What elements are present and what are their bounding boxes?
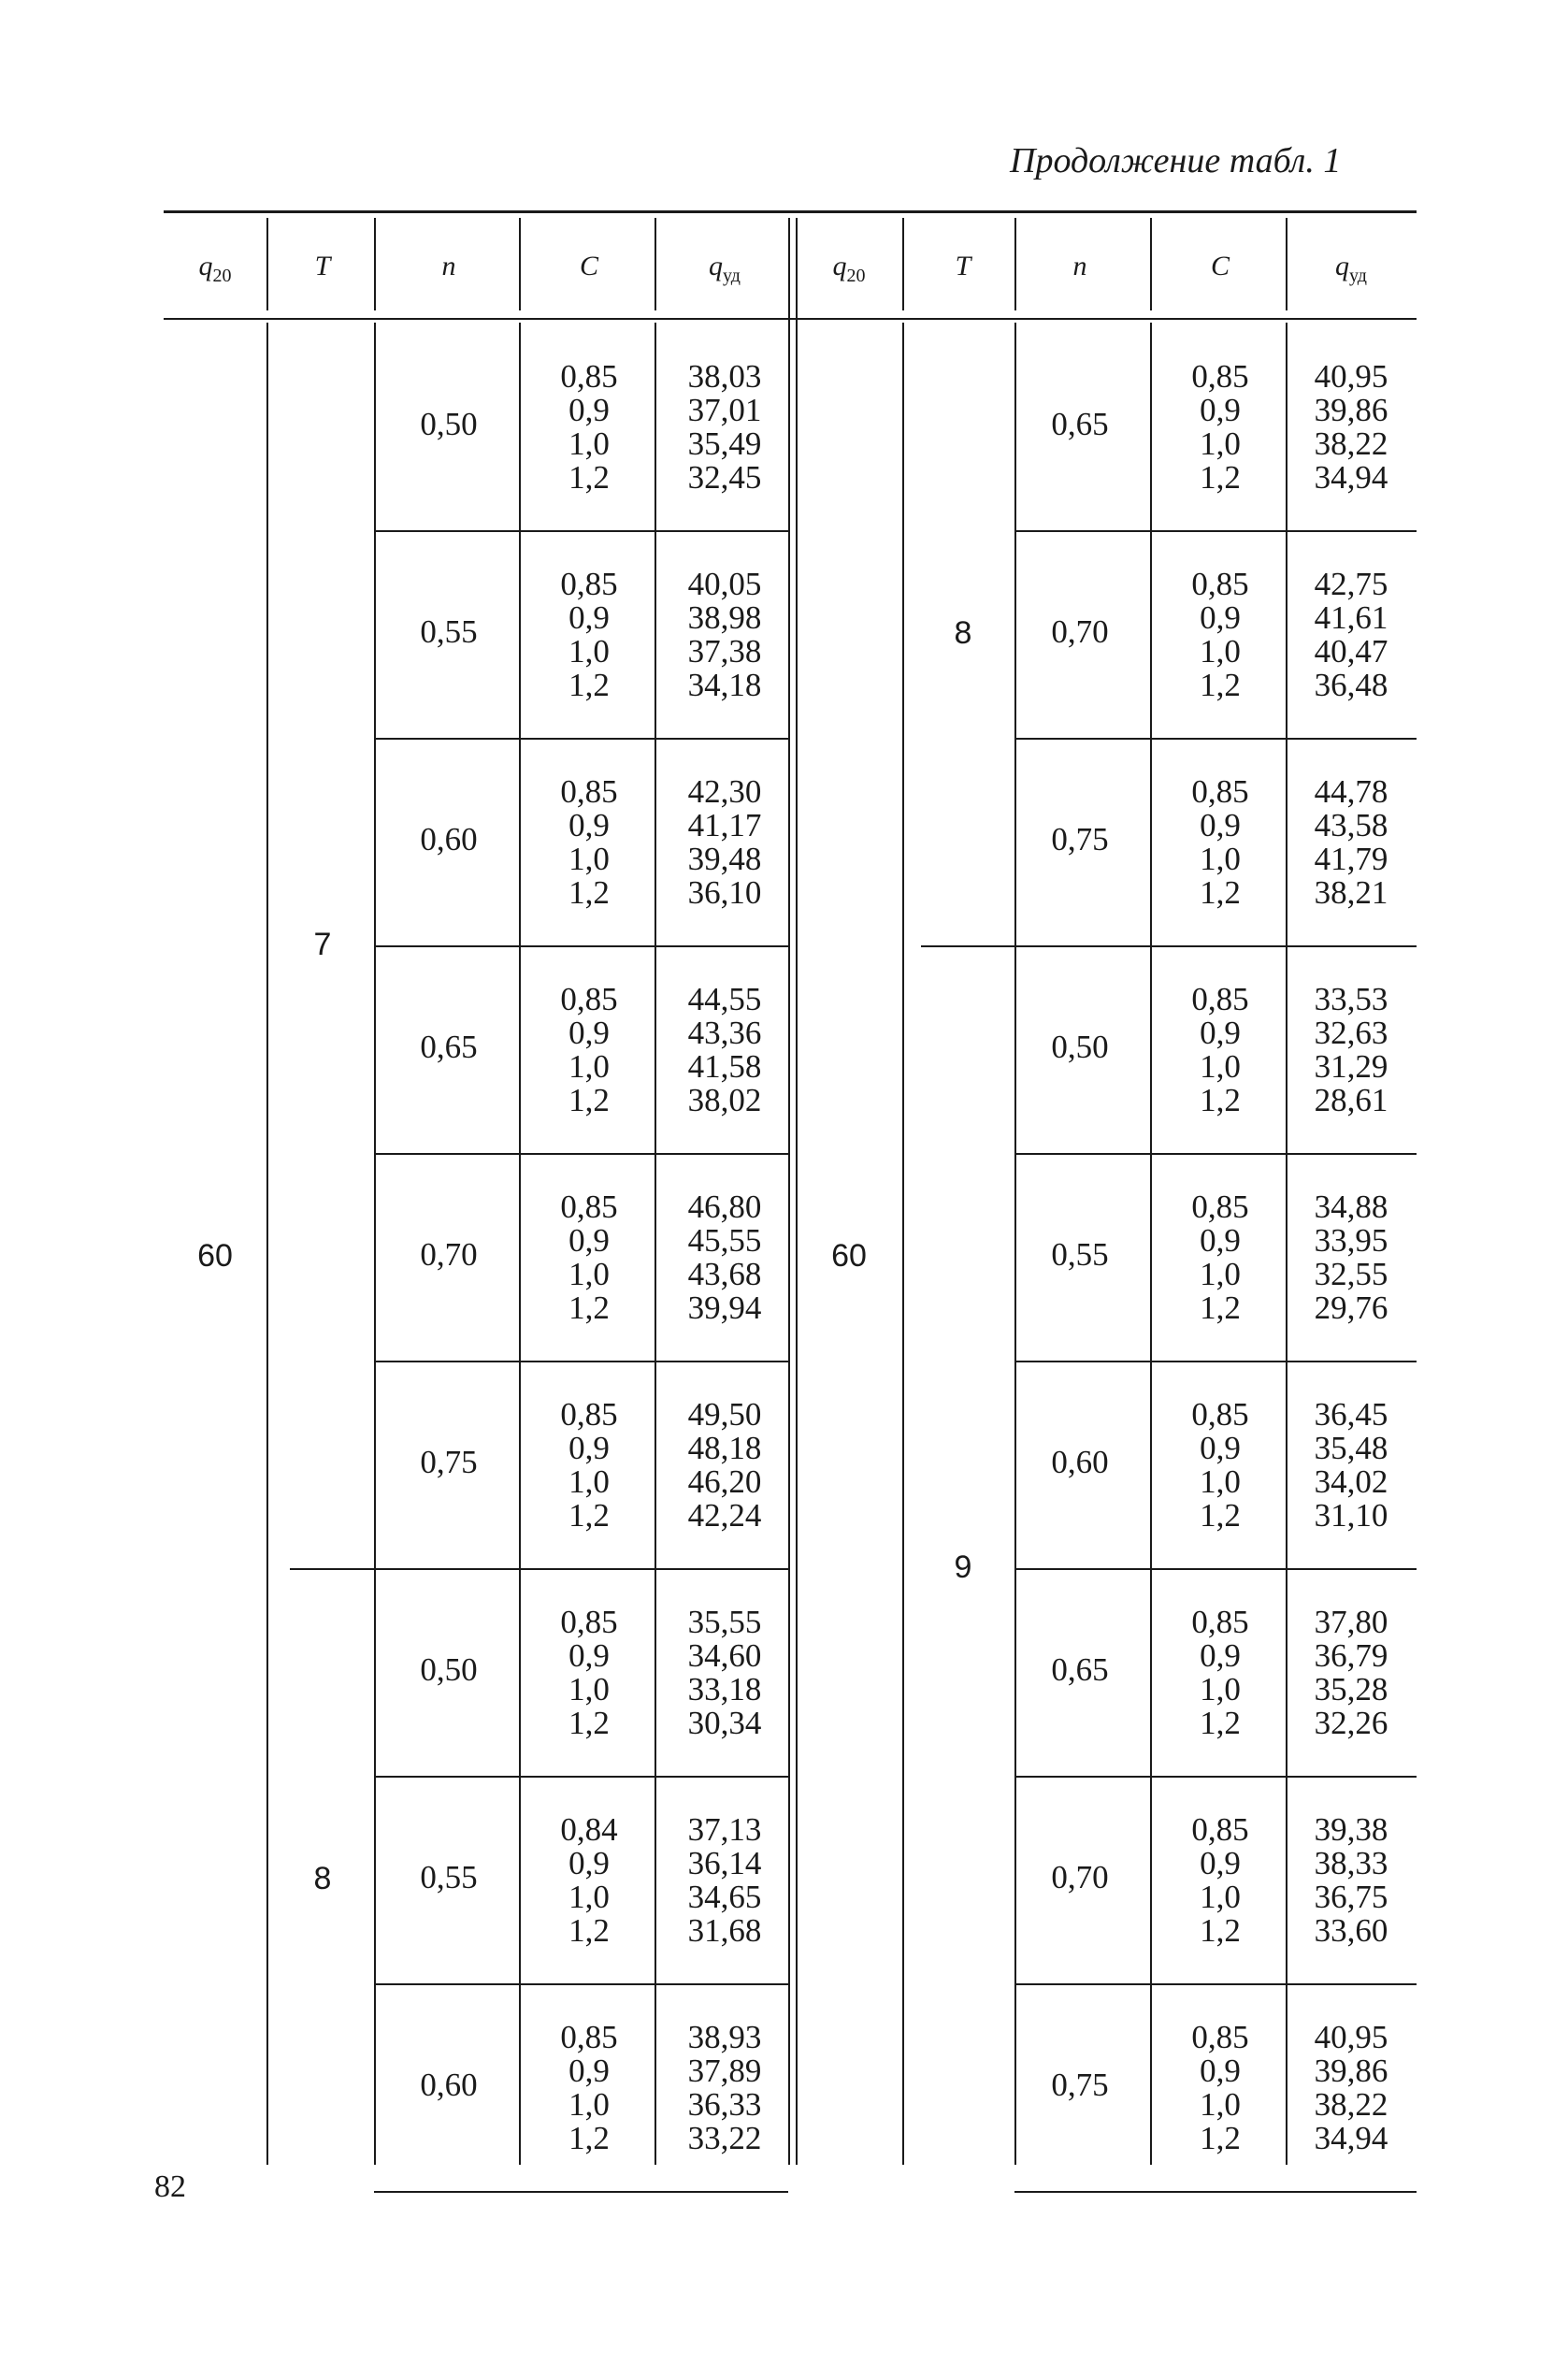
- header-column-rule: [1286, 218, 1287, 310]
- C-value: 0,9: [568, 807, 610, 843]
- left-n-value: 0,55: [420, 1859, 478, 1895]
- qud-value: 33,18: [687, 1671, 762, 1707]
- header-symbol: q: [198, 251, 213, 281]
- table-bottom-rule: [1014, 2191, 1417, 2193]
- qud-value: 36,33: [687, 2086, 762, 2123]
- C-value: 0,85: [560, 773, 618, 810]
- left-qud-values: [664, 2021, 785, 2155]
- C-value: 0,9: [568, 1637, 610, 1674]
- qud-value: 43,36: [687, 1015, 762, 1051]
- qud-value: 36,45: [1314, 1396, 1388, 1433]
- qud-value: 29,76: [1314, 1290, 1388, 1326]
- left-qud-values: [664, 1190, 785, 1325]
- C-value: 0,85: [560, 981, 618, 1017]
- qud-value: 40,47: [1314, 633, 1388, 670]
- header-symbol: q: [832, 251, 847, 281]
- right-qud-values: [1290, 1606, 1412, 1740]
- qud-value: 37,13: [687, 1811, 762, 1848]
- right-n-value: 0,70: [1051, 1859, 1109, 1895]
- right-C-values: [1164, 568, 1276, 702]
- header-subscript: уд: [1349, 266, 1367, 286]
- left-qud-values: [664, 983, 785, 1117]
- C-value: 0,9: [1200, 392, 1241, 428]
- qud-value: 45,55: [687, 1222, 762, 1259]
- C-value: 0,9: [1200, 1222, 1241, 1259]
- C-value: 1,0: [568, 2086, 610, 2123]
- qud-value: 38,21: [1314, 874, 1388, 911]
- C-value: 0,85: [560, 358, 618, 395]
- halves-separator-rule: [796, 218, 798, 2165]
- body-column-rule: [519, 323, 521, 2165]
- C-value: 0,85: [560, 2019, 618, 2055]
- qud-value: 36,48: [1314, 667, 1388, 703]
- C-value: 1,2: [568, 459, 610, 496]
- qud-value: 38,33: [1314, 1845, 1388, 1881]
- C-value: 0,85: [560, 1189, 618, 1225]
- left-C-values: [533, 775, 645, 910]
- C-value: 1,2: [568, 1705, 610, 1741]
- row-separator-rule: [1014, 1568, 1417, 1570]
- right-n-value: 0,60: [1051, 1444, 1109, 1480]
- C-value: 1,2: [1200, 459, 1241, 496]
- qud-value: 33,53: [1314, 981, 1388, 1017]
- C-value: 1,2: [568, 667, 610, 703]
- left-C-values: [533, 1813, 645, 1948]
- right-C-values: [1164, 1190, 1276, 1325]
- right-T-value: 9: [954, 1549, 972, 1585]
- row-separator-rule: [374, 530, 788, 532]
- C-value: 1,2: [1200, 1912, 1241, 1949]
- qud-value: 38,98: [687, 599, 762, 636]
- qud-value: 42,75: [1314, 566, 1388, 602]
- C-value: 0,9: [568, 392, 610, 428]
- C-value: 0,85: [560, 1604, 618, 1640]
- group-separator-rule: [290, 1568, 788, 1570]
- row-separator-rule: [374, 1776, 788, 1778]
- qud-value: 44,55: [687, 981, 762, 1017]
- qud-value: 32,55: [1314, 1256, 1388, 1292]
- header-column-rule: [374, 218, 376, 310]
- C-value: 1,0: [1200, 1048, 1241, 1085]
- C-value: 0,85: [1191, 2019, 1249, 2055]
- qud-value: 34,18: [687, 667, 762, 703]
- right-qud-values: [1290, 983, 1412, 1117]
- left-n-value: 0,50: [420, 406, 478, 442]
- body-column-rule: [655, 323, 656, 2165]
- header-column-rule: [519, 218, 521, 310]
- C-value: 1,0: [1200, 1463, 1241, 1500]
- left-C-values: [533, 1190, 645, 1325]
- qud-value: 38,93: [687, 2019, 762, 2055]
- C-value: 0,85: [1191, 358, 1249, 395]
- header-subscript: 20: [212, 266, 232, 286]
- qud-value: 37,89: [687, 2053, 762, 2089]
- C-value: 0,85: [1191, 1396, 1249, 1433]
- right-n-value: 0,70: [1051, 613, 1109, 650]
- header-column-rule: [1014, 218, 1016, 310]
- row-separator-rule: [1014, 1361, 1417, 1362]
- row-separator-rule: [374, 1983, 788, 1985]
- C-value: 0,85: [1191, 1189, 1249, 1225]
- left-n-value: 0,70: [420, 1236, 478, 1273]
- body-column-rule: [1286, 323, 1287, 2165]
- qud-value: 48,18: [687, 1430, 762, 1466]
- C-value: 1,0: [568, 1463, 610, 1500]
- header-symbol: C: [1210, 251, 1230, 281]
- right-qud-values: [1290, 2021, 1412, 2155]
- left-qud-values: [664, 360, 785, 495]
- C-value: 0,9: [568, 2053, 610, 2089]
- qud-value: 40,95: [1314, 2019, 1388, 2055]
- right-C-values: [1164, 1606, 1276, 1740]
- body-column-rule: [1150, 323, 1152, 2165]
- qud-value: 49,50: [687, 1396, 762, 1433]
- left-C-values: [533, 1398, 645, 1533]
- right-n-value: 0,75: [1051, 821, 1109, 857]
- right-T-value: 8: [954, 615, 972, 651]
- C-value: 1,2: [1200, 667, 1241, 703]
- left-n-value: 0,60: [420, 821, 478, 857]
- qud-value: 34,88: [1314, 1189, 1388, 1225]
- C-value: 0,9: [568, 1015, 610, 1051]
- C-value: 1,0: [1200, 1879, 1241, 1915]
- header-subscript: уд: [723, 266, 741, 286]
- header-column-rule: [1150, 218, 1152, 310]
- C-value: 1,2: [1200, 1497, 1241, 1534]
- C-value: 1,2: [1200, 1290, 1241, 1326]
- header-bottom-rule: [164, 318, 1417, 320]
- C-value: 0,85: [1191, 773, 1249, 810]
- header-symbol: q: [709, 251, 724, 281]
- qud-value: 41,58: [687, 1048, 762, 1085]
- qud-value: 32,45: [687, 459, 762, 496]
- left-n-value: 0,50: [420, 1651, 478, 1688]
- qud-value: 35,49: [687, 425, 762, 462]
- qud-value: 37,80: [1314, 1604, 1388, 1640]
- C-value: 1,0: [1200, 633, 1241, 670]
- header-symbol: C: [579, 251, 598, 281]
- right-qud-values: [1290, 568, 1412, 702]
- C-value: 1,0: [568, 633, 610, 670]
- C-value: 1,0: [568, 1879, 610, 1915]
- row-separator-rule: [1014, 1776, 1417, 1778]
- qud-value: 39,86: [1314, 2053, 1388, 2089]
- qud-value: 40,05: [687, 566, 762, 602]
- C-value: 0,9: [1200, 599, 1241, 636]
- header-symbol: q: [1335, 251, 1350, 281]
- left-q20-value: 60: [197, 1238, 233, 1274]
- qud-value: 32,63: [1314, 1015, 1388, 1051]
- left-qud-values: [664, 1398, 785, 1533]
- C-value: 0,9: [1200, 1015, 1241, 1051]
- left-C-values: [533, 1606, 645, 1740]
- right-n-value: 0,65: [1051, 406, 1109, 442]
- qud-value: 40,95: [1314, 358, 1388, 395]
- C-value: 1,2: [1200, 1082, 1241, 1118]
- C-value: 1,2: [568, 1082, 610, 1118]
- qud-value: 43,68: [687, 1256, 762, 1292]
- qud-value: 42,30: [687, 773, 762, 810]
- qud-value: 36,10: [687, 874, 762, 911]
- C-value: 1,0: [568, 1671, 610, 1707]
- right-qud-values: [1290, 1813, 1412, 1948]
- C-value: 1,0: [568, 1256, 610, 1292]
- C-value: 1,2: [1200, 1705, 1241, 1741]
- header-symbol: T: [314, 251, 331, 281]
- C-value: 0,85: [560, 566, 618, 602]
- row-separator-rule: [374, 1153, 788, 1155]
- header-column-rule: [902, 218, 904, 310]
- body-column-rule: [1014, 323, 1016, 2165]
- C-value: 1,0: [568, 1048, 610, 1085]
- right-n-value: 0,65: [1051, 1651, 1109, 1688]
- C-value: 0,85: [1191, 1604, 1249, 1640]
- header-symbol: n: [1072, 251, 1087, 281]
- qud-value: 36,14: [687, 1845, 762, 1881]
- left-C-values: [533, 2021, 645, 2155]
- qud-value: 44,78: [1314, 773, 1388, 810]
- qud-value: 37,38: [687, 633, 762, 670]
- qud-value: 35,55: [687, 1604, 762, 1640]
- C-value: 0,9: [568, 1222, 610, 1259]
- right-C-values: [1164, 775, 1276, 910]
- row-separator-rule: [1014, 1153, 1417, 1155]
- qud-value: 32,26: [1314, 1705, 1388, 1741]
- qud-value: 35,28: [1314, 1671, 1388, 1707]
- halves-separator-rule: [788, 218, 790, 2165]
- C-value: 0,9: [568, 1430, 610, 1466]
- C-value: 1,2: [1200, 874, 1241, 911]
- qud-value: 43,58: [1314, 807, 1388, 843]
- C-value: 1,0: [1200, 1671, 1241, 1707]
- table-top-rule: [164, 210, 1417, 213]
- right-qud-values: [1290, 1190, 1412, 1325]
- right-C-values: [1164, 1813, 1276, 1948]
- qud-value: 37,01: [687, 392, 762, 428]
- qud-value: 31,68: [687, 1912, 762, 1949]
- right-C-values: [1164, 983, 1276, 1117]
- qud-value: 30,34: [687, 1705, 762, 1741]
- C-value: 0,85: [1191, 566, 1249, 602]
- left-C-values: [533, 360, 645, 495]
- qud-value: 36,79: [1314, 1637, 1388, 1674]
- row-separator-rule: [374, 1361, 788, 1362]
- C-value: 1,2: [568, 874, 610, 911]
- right-q20-value: 60: [831, 1238, 867, 1274]
- right-n-value: 0,50: [1051, 1029, 1109, 1065]
- C-value: 0,9: [1200, 1637, 1241, 1674]
- C-value: 1,0: [1200, 841, 1241, 877]
- qud-value: 46,80: [687, 1189, 762, 1225]
- qud-value: 31,10: [1314, 1497, 1388, 1534]
- left-n-value: 0,60: [420, 2067, 478, 2103]
- qud-value: 34,65: [687, 1879, 762, 1915]
- C-value: 1,0: [568, 425, 610, 462]
- left-C-values: [533, 983, 645, 1117]
- C-value: 0,9: [568, 599, 610, 636]
- right-qud-values: [1290, 1398, 1412, 1533]
- qud-value: 35,48: [1314, 1430, 1388, 1466]
- left-qud-values: [664, 1813, 785, 1948]
- qud-value: 34,94: [1314, 459, 1388, 496]
- table-bottom-rule: [374, 2191, 788, 2193]
- right-C-values: [1164, 360, 1276, 495]
- header-subscript: 20: [846, 266, 866, 286]
- qud-value: 31,29: [1314, 1048, 1388, 1085]
- left-n-value: 0,75: [420, 1444, 478, 1480]
- qud-value: 34,02: [1314, 1463, 1388, 1500]
- left-T-value: 8: [313, 1861, 332, 1896]
- header-column-rule: [655, 218, 656, 310]
- table-caption: Продолжение табл. 1: [1010, 141, 1342, 180]
- C-value: 0,9: [1200, 1430, 1241, 1466]
- row-separator-rule: [1014, 1983, 1417, 1985]
- C-value: 1,2: [1200, 2120, 1241, 2156]
- group-separator-rule: [921, 945, 1417, 947]
- right-qud-values: [1290, 360, 1412, 495]
- C-value: 0,9: [568, 1845, 610, 1881]
- C-value: 0,85: [1191, 1811, 1249, 1848]
- qud-value: 39,38: [1314, 1811, 1388, 1848]
- C-value: 0,84: [560, 1811, 618, 1848]
- qud-value: 33,22: [687, 2120, 762, 2156]
- qud-value: 41,61: [1314, 599, 1388, 636]
- qud-value: 39,94: [687, 1290, 762, 1326]
- qud-value: 36,75: [1314, 1879, 1388, 1915]
- header-symbol: T: [955, 251, 971, 281]
- C-value: 1,0: [1200, 2086, 1241, 2123]
- qud-value: 46,20: [687, 1463, 762, 1500]
- left-qud-values: [664, 775, 785, 910]
- left-C-values: [533, 568, 645, 702]
- row-separator-rule: [1014, 530, 1417, 532]
- right-C-values: [1164, 1398, 1276, 1533]
- page-number: 82: [154, 2169, 186, 2204]
- right-qud-values: [1290, 775, 1412, 910]
- qud-value: 39,48: [687, 841, 762, 877]
- qud-value: 33,95: [1314, 1222, 1388, 1259]
- C-value: 1,0: [1200, 425, 1241, 462]
- left-qud-values: [664, 568, 785, 702]
- C-value: 1,2: [568, 2120, 610, 2156]
- left-qud-values: [664, 1606, 785, 1740]
- right-n-value: 0,55: [1051, 1236, 1109, 1273]
- header-symbol: n: [441, 251, 456, 281]
- qud-value: 38,03: [687, 358, 762, 395]
- C-value: 0,85: [1191, 981, 1249, 1017]
- qud-value: 38,22: [1314, 2086, 1388, 2123]
- row-separator-rule: [374, 738, 788, 740]
- qud-value: 41,17: [687, 807, 762, 843]
- C-value: 0,85: [560, 1396, 618, 1433]
- qud-value: 34,94: [1314, 2120, 1388, 2156]
- C-value: 1,0: [568, 841, 610, 877]
- qud-value: 33,60: [1314, 1912, 1388, 1949]
- C-value: 0,9: [1200, 807, 1241, 843]
- right-n-value: 0,75: [1051, 2067, 1109, 2103]
- C-value: 1,2: [568, 1290, 610, 1326]
- C-value: 0,9: [1200, 2053, 1241, 2089]
- left-n-value: 0,55: [420, 613, 478, 650]
- row-separator-rule: [374, 945, 788, 947]
- C-value: 1,2: [568, 1912, 610, 1949]
- qud-value: 39,86: [1314, 392, 1388, 428]
- qud-value: 28,61: [1314, 1082, 1388, 1118]
- qud-value: 38,02: [687, 1082, 762, 1118]
- left-n-value: 0,65: [420, 1029, 478, 1065]
- qud-value: 34,60: [687, 1637, 762, 1674]
- header-column-rule: [266, 218, 268, 310]
- right-C-values: [1164, 2021, 1276, 2155]
- C-value: 1,0: [1200, 1256, 1241, 1292]
- C-value: 1,2: [568, 1497, 610, 1534]
- row-separator-rule: [1014, 738, 1417, 740]
- qud-value: 42,24: [687, 1497, 762, 1534]
- C-value: 0,9: [1200, 1845, 1241, 1881]
- left-T-value: 7: [313, 927, 332, 962]
- qud-value: 41,79: [1314, 841, 1388, 877]
- qud-value: 38,22: [1314, 425, 1388, 462]
